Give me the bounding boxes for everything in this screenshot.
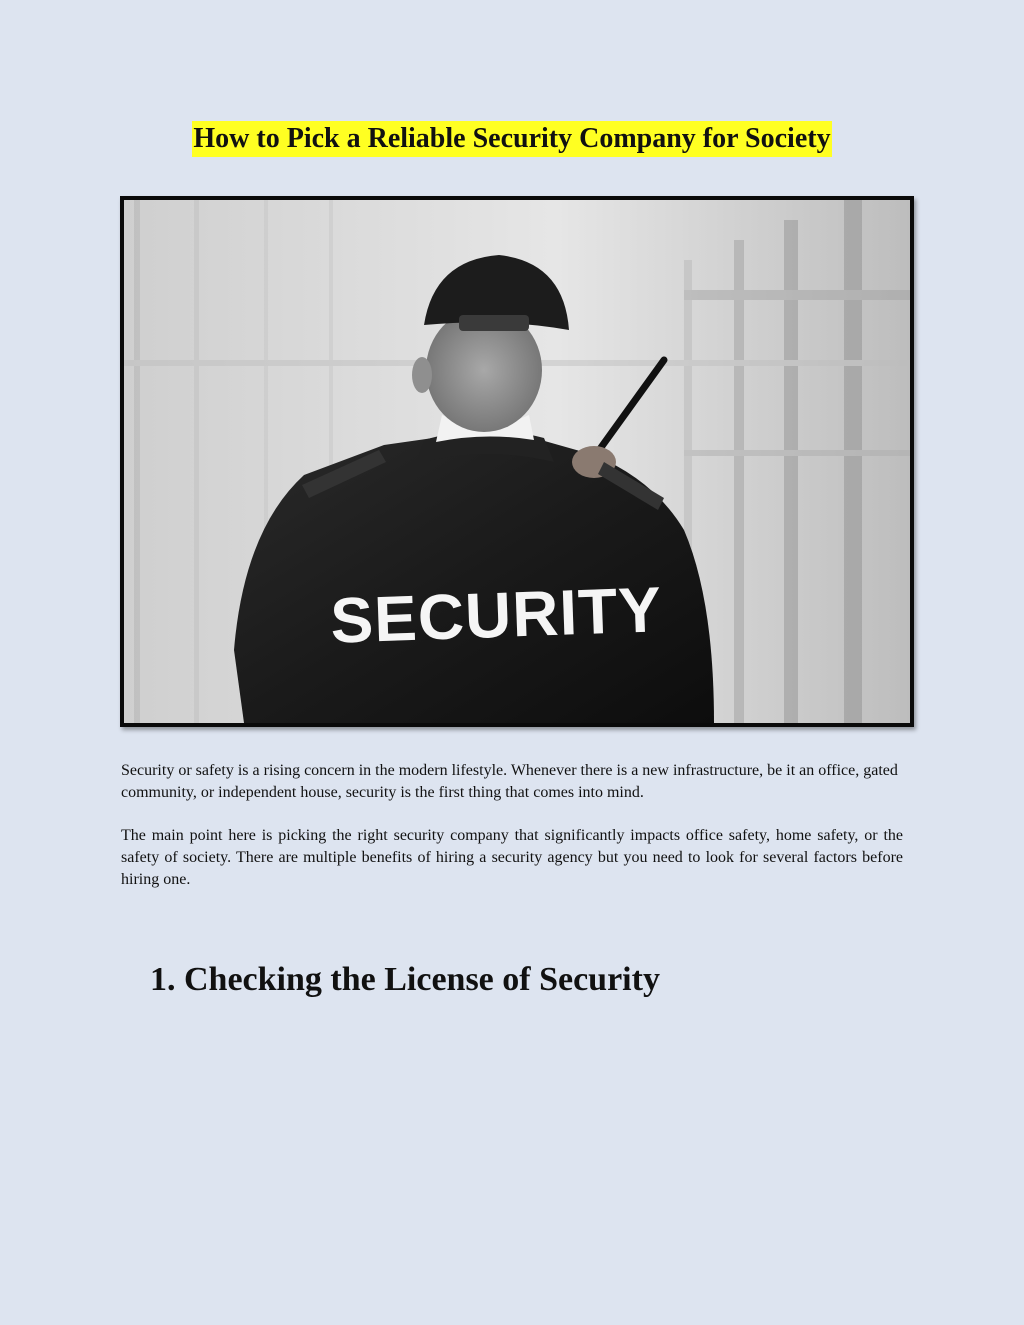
body-paragraph: The main point here is picking the right security company that significantly impacts office safety, home safety, or the safety of society. There are multiple benefits of hiring a security agency but you need to look for several factors before hiring one. [121, 827, 903, 888]
page-title: How to Pick a Reliable Security Company for Society [192, 121, 831, 157]
intro-paragraph: Security or safety is a rising concern in the modern lifestyle. Whenever there is a new infrastructure, be it an office, gated community, or independent house, security is the first thing that comes into mind. [121, 762, 898, 801]
section-heading-text: Checking the License of Security [184, 961, 660, 998]
section-number: 1. [150, 961, 176, 998]
cap-strap [459, 315, 529, 331]
photo-illustration [124, 200, 910, 723]
title-container [0, 121, 1024, 157]
jacket-lettering: SECURITY [329, 573, 664, 657]
section-heading [150, 958, 660, 1002]
security-guard-photo [120, 196, 914, 727]
